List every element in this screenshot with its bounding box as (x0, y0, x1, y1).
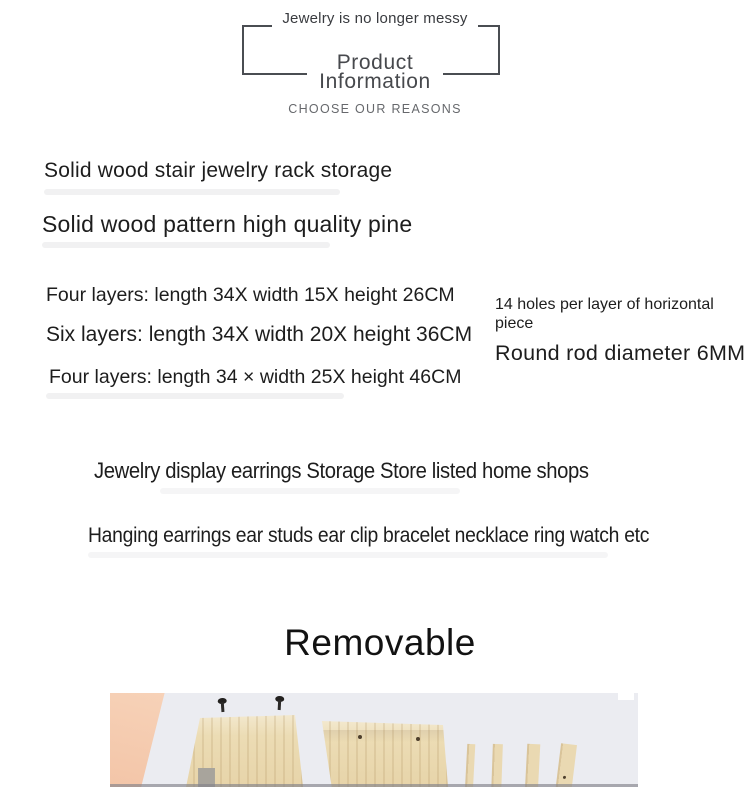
round-rod (465, 744, 476, 787)
translation-ghost (160, 488, 460, 494)
spec-rod-diameter: Round rod diameter 6MM (495, 341, 746, 365)
photo-peach-strip (110, 693, 165, 787)
spec-six-layers: Six layers: length 34X width 20X height 36CM (46, 323, 473, 346)
page-title (307, 53, 443, 91)
product-photo (110, 693, 638, 787)
tagline-row (0, 10, 750, 28)
round-rod (491, 744, 503, 787)
screw (217, 698, 227, 714)
header-tagline: Jewelry is no longer messy (272, 10, 477, 27)
page-title-line1: Product (336, 51, 414, 74)
photo-corner-notch (618, 693, 634, 700)
rod-knot (563, 776, 566, 779)
usage-line-1: Jewelry display earrings Storage Store listed home shops (94, 458, 589, 483)
description-line-2: Solid wood pattern high quality pine (42, 211, 413, 237)
spec-four-layers-large: Four layers: length 34 × width 25X height 46CM (49, 366, 462, 388)
drill-hole (416, 737, 420, 741)
translation-ghost (46, 393, 344, 399)
screw-stem (278, 700, 282, 710)
translation-ghost (44, 189, 340, 195)
spec-holes-per-layer: 14 holes per layer of horizontal piece (495, 296, 714, 332)
title-block (0, 53, 750, 93)
spec-four-layers-small: Four layers: length 34X width 15X height 26CM (46, 284, 455, 306)
wood-panel-right (320, 720, 450, 787)
description-line-1: Solid wood stair jewelry rack storage (44, 159, 393, 182)
translation-ghost (88, 552, 608, 558)
screw (275, 696, 285, 711)
round-rod (525, 744, 541, 787)
drill-hole (358, 735, 362, 739)
header-subtitle: CHOOSE OUR REASONS (288, 102, 462, 116)
feature-title-removable: Removable (284, 622, 476, 663)
round-rod (555, 743, 577, 787)
translation-ghost (42, 242, 330, 248)
screw-stem (221, 702, 225, 712)
panel-grain-band (320, 730, 450, 742)
usage-line-2: Hanging earrings ear studs ear clip bracelet necklace ring watch etc (88, 524, 650, 547)
page-title-line2: Information (319, 70, 431, 93)
